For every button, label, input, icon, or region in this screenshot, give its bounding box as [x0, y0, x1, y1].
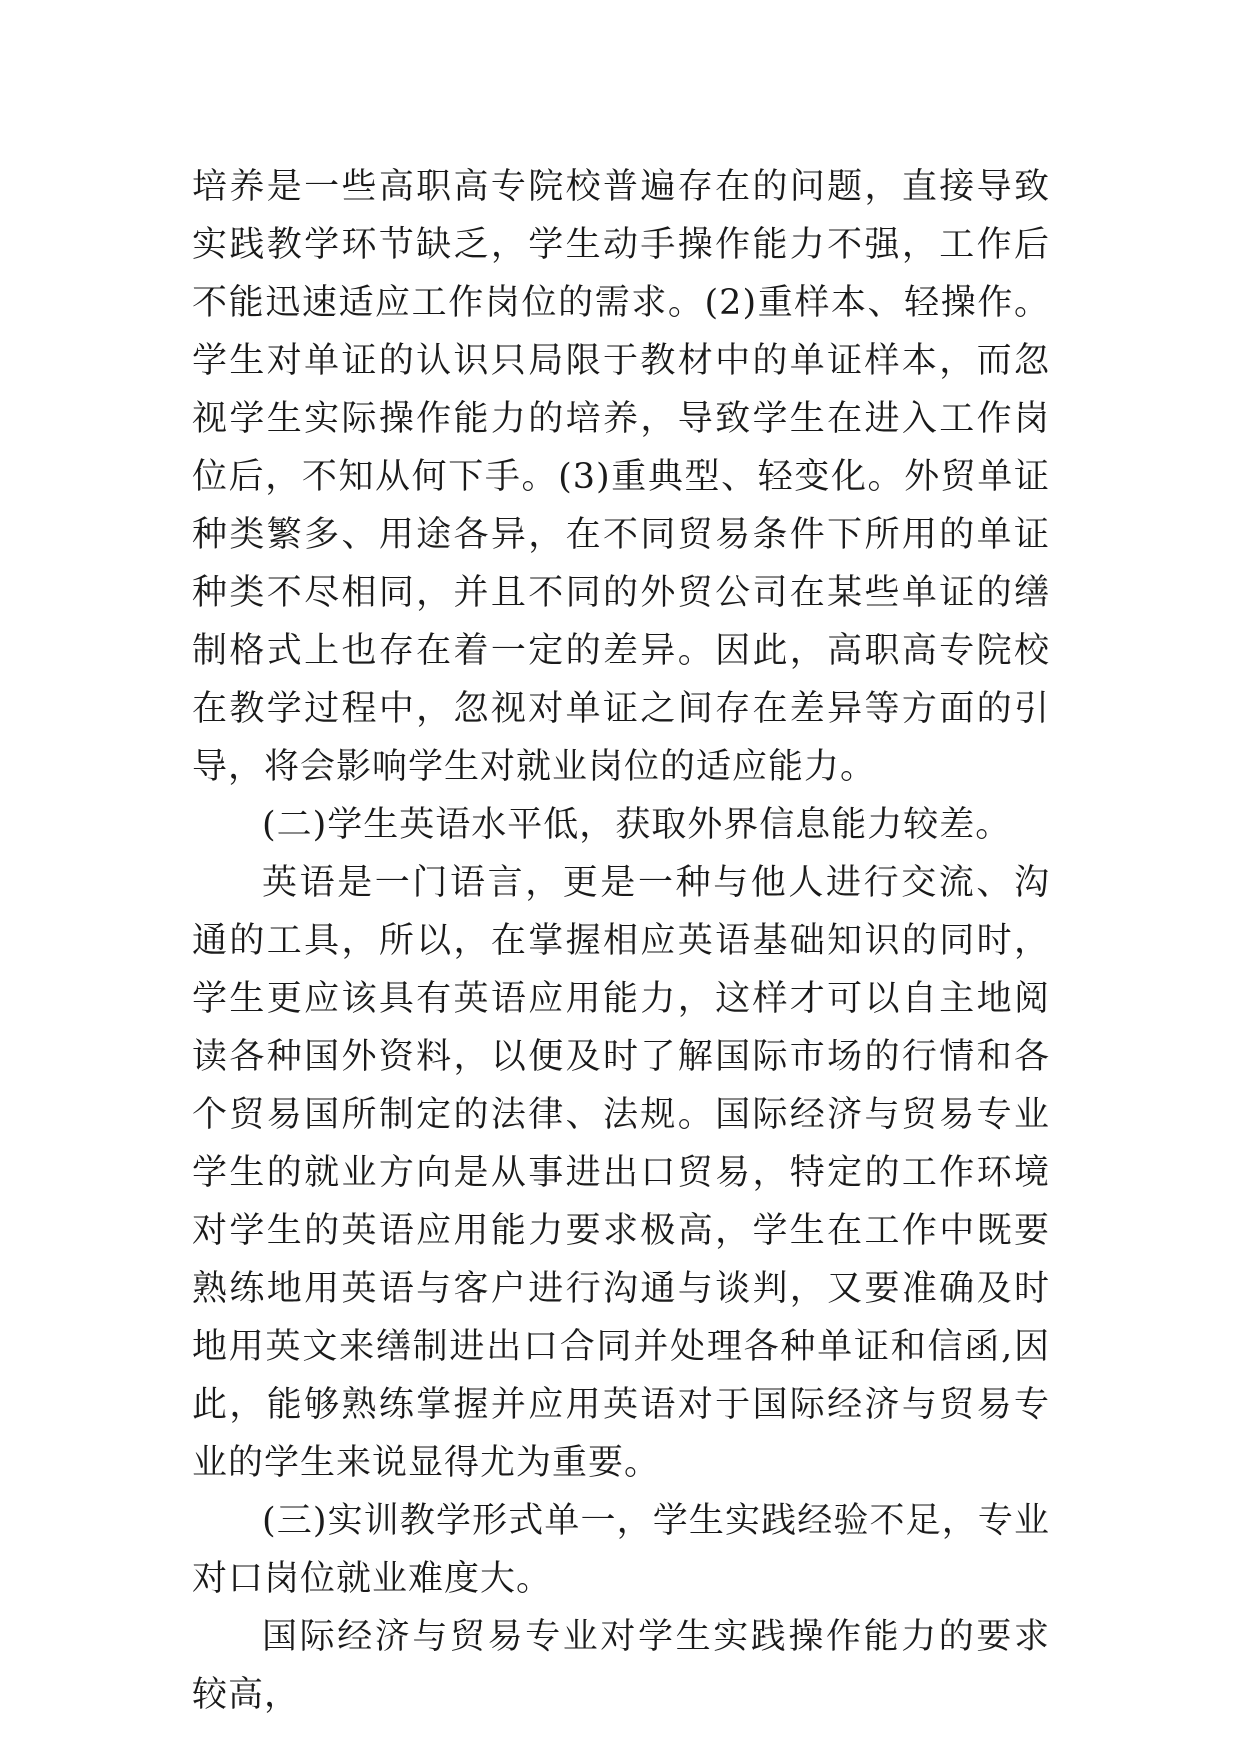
body-text	[192, 158, 1050, 1724]
paragraph-practice-requirements: 国际经济与贸易专业对学生实践操作能力的要求较高，	[192, 1617, 1050, 1715]
heading-english-level: (二)学生英语水平低，获取外界信息能力较差。	[262, 805, 1012, 845]
heading-training-form: (三)实训教学形式单一，学生实践经验不足，专业对口岗位就业难度大。	[192, 1501, 1050, 1599]
paragraph-continued-problems: 培养是一些高职高专院校普遍存在的问题，直接导致实践教学环节缺乏，学生动手操作能力不强，工作后不能迅速适应工作岗位的需求。(2)重样本、轻操作。学生对单证的认识只局限于教材中的单证样本，而忽视学生实际操作能力的培养，导致学生在进入工作岗位后，不知从何下手。(3)重典型、轻变化。外贸单证种类繁多、用途各异，在不同贸易条件下所用的单证种类不尽相同，并且不同的外贸公司在某些单证的缮制格式上也存在着一定的差异。因此，高职高专院校在教学过程中，忽视对单证之间存在差异等方面的引导，将会影响学生对就业岗位的适应能力。	[192, 167, 1050, 787]
paragraph-english-importance: 英语是一门语言，更是一种与他人进行交流、沟通的工具，所以，在掌握相应英语基础知识的同时，学生更应该具有英语应用能力，这样才可以自主地阅读各种国外资料，以便及时了解国际市场的行情和各个贸易国所制定的法律、法规。国际经济与贸易专业学生的就业方向是从事进出口贸易，特定的工作环境对学生的英语应用能力要求极高，学生在工作中既要熟练地用英语与客户进行沟通与谈判，又要准确及时地用英文来缮制进出口合同并处理各种单证和信函,因此，能够熟练掌握并应用英语对于国际经济与贸易专业的学生来说显得尤为重要。	[192, 863, 1050, 1483]
